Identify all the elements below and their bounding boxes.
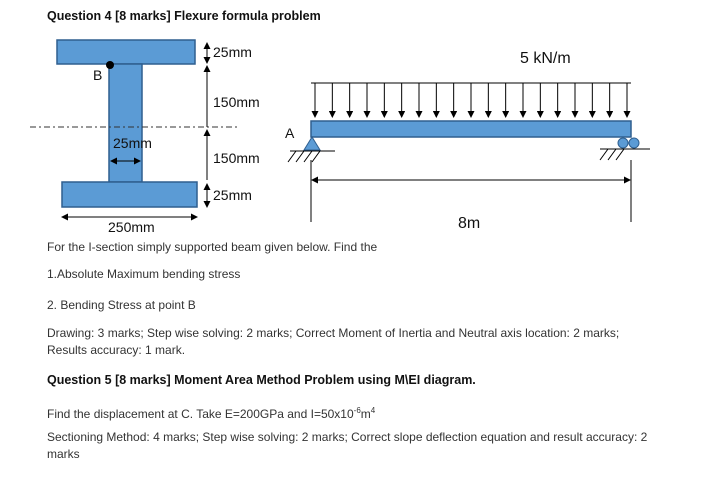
q5-marks-line-1: Sectioning Method: 4 marks; Step wise solving: 2 marks; Correct slope deflection equation and result accuracy: 2 xyxy=(47,430,648,444)
i-section xyxy=(57,40,197,207)
q5-task-exponent-2: 4 xyxy=(370,406,376,415)
q4-item-1: 1.Absolute Maximum bending stress xyxy=(47,267,241,281)
dim-flange-width-label: 250mm xyxy=(108,219,155,235)
point-b-marker xyxy=(106,61,114,69)
q5-task xyxy=(47,402,375,423)
q5-task-text: Find the displacement at C. Take E=200GPa and I=50x10 xyxy=(47,407,354,421)
point-b-label: B xyxy=(93,67,103,83)
web xyxy=(109,64,142,182)
beam xyxy=(311,121,631,137)
q4-intro: For the I-section simply supported beam given below. Find the xyxy=(47,240,378,254)
roller-support xyxy=(600,138,650,160)
q4-marks-line-2: Results accuracy: 1 mark. xyxy=(47,343,186,357)
dim-lower-web-label: 150mm xyxy=(213,150,260,166)
dim-upper-web-label: 150mm xyxy=(213,94,260,110)
question-5-title: Question 5 [8 marks] Moment Area Method Problem using M\EI diagram. xyxy=(47,373,476,387)
dim-web-width-label: 25mm xyxy=(113,135,152,151)
distributed-load xyxy=(311,83,631,117)
q5-marks-line-2: marks xyxy=(47,447,80,461)
support-a-label: A xyxy=(285,125,295,141)
q5-task-exponent-1: -6 xyxy=(353,406,361,415)
span-label: 8m xyxy=(458,215,481,232)
q4-item-2: 2. Bending Stress at point B xyxy=(47,298,196,312)
bottom-flange xyxy=(62,182,197,207)
question-4-title: Question 4 [8 marks] Flexure formula problem xyxy=(47,9,321,23)
q5-task-unit: m xyxy=(360,407,371,421)
load-label: 5 kN/m xyxy=(520,50,571,67)
q4-marks-line-1: Drawing: 3 marks; Step wise solving: 2 marks; Correct Moment of Inertia and Neutral axis location: 2 marks; xyxy=(47,326,620,340)
top-flange xyxy=(57,40,195,64)
dim-top-flange-label: 25mm xyxy=(213,44,252,60)
dim-bottom-flange-label: 25mm xyxy=(213,187,252,203)
pin-support xyxy=(288,137,335,162)
